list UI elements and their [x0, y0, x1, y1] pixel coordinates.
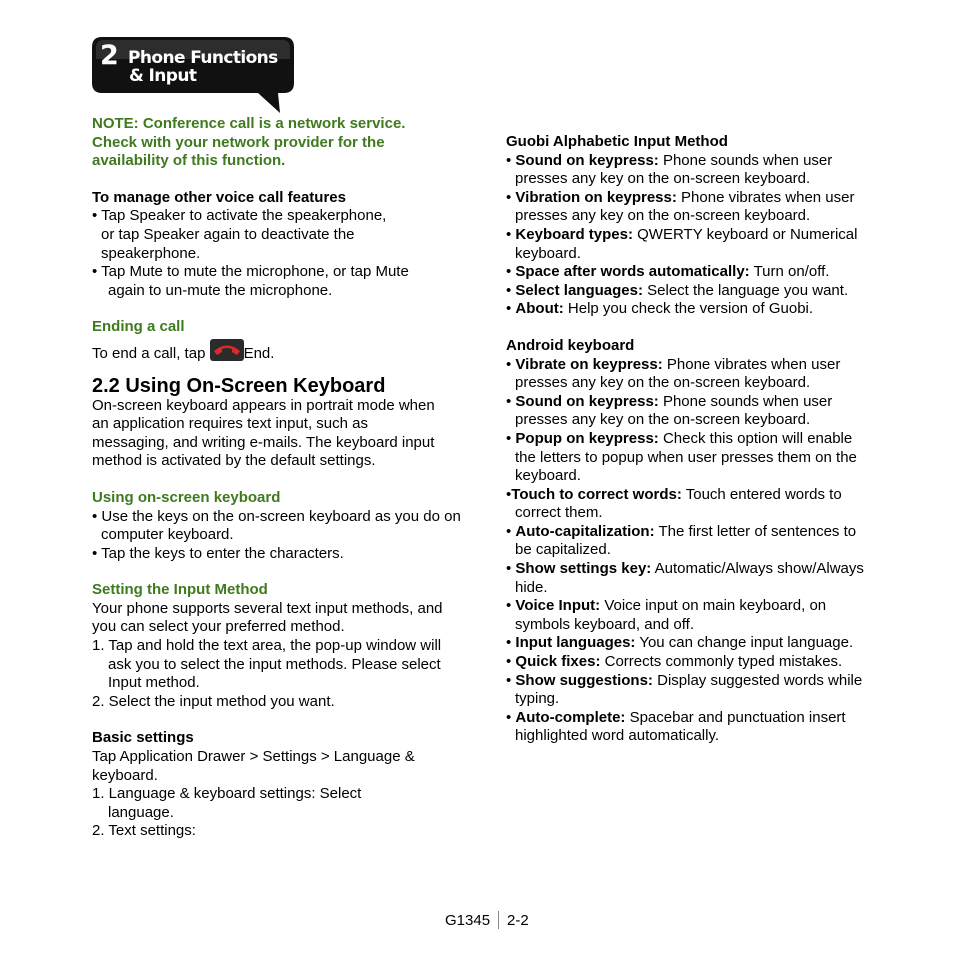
- bullet: •: [506, 597, 516, 615]
- list-item: [506, 430, 870, 486]
- item-label: Sound on keypress:: [515, 392, 659, 410]
- phone-hangup-icon: [210, 339, 244, 361]
- list-item: [506, 523, 870, 560]
- bullet: •: [506, 671, 516, 689]
- basic-settings-intro: Tap Application Drawer > Settings > Language & keyboard.: [92, 748, 415, 784]
- android-list: [506, 356, 866, 746]
- ending-call-title: Ending a call: [92, 318, 185, 336]
- list-item: [506, 226, 870, 263]
- list-item: [506, 282, 870, 301]
- bullet: •: [506, 708, 516, 726]
- bullet: •: [506, 225, 516, 243]
- bullet: •: [506, 263, 516, 281]
- list-item: [506, 393, 870, 430]
- bullet: •: [506, 355, 516, 373]
- bullet: •: [506, 522, 516, 540]
- item-label: Keyboard types:: [515, 225, 633, 243]
- list-item: 2. Select the input method you want.: [92, 692, 335, 710]
- item-text: Corrects commonly typed mistakes.: [600, 653, 843, 671]
- list-item: [506, 709, 870, 746]
- bullet: •: [506, 634, 516, 652]
- item-label: Show settings key:: [515, 560, 652, 578]
- list-item: [506, 300, 870, 319]
- model-number: G1345: [445, 912, 491, 929]
- item-text: Check this option will enable the letters to popup when user presses them on the keyboard.: [515, 429, 857, 485]
- guobi-list: [506, 152, 866, 319]
- section-title: 2.2 Using On-Screen Keyboard: [92, 374, 386, 397]
- list-item: • Tap Speaker to activate the speakerphone, or tap Speaker again to deactivate the speakerphone.: [92, 207, 387, 262]
- item-text: Touch entered words to correct them.: [515, 485, 842, 522]
- ending-text-after: End.: [243, 344, 275, 362]
- item-label: Voice Input:: [515, 597, 601, 615]
- list-item: 1. Language & keyboard settings: Select language.: [92, 785, 362, 821]
- item-text: Automatic/Always show/Always hide.: [515, 560, 864, 596]
- bullet: •: [506, 300, 516, 318]
- item-text: Phone sounds when user presses any key on the on-screen keyboard.: [515, 392, 833, 429]
- voice-features-title: To manage other voice call features: [92, 188, 346, 206]
- bullet: •: [506, 281, 516, 299]
- list-item: [506, 356, 870, 393]
- chapter-badge: [92, 37, 294, 113]
- chapter-title-line2: & Input: [129, 66, 197, 86]
- bullet: •: [506, 392, 516, 410]
- item-label: Vibration on keypress:: [515, 188, 677, 206]
- list-item: [506, 189, 870, 226]
- footer-divider: [498, 911, 499, 929]
- list-item: 2. Text settings:: [92, 822, 196, 840]
- item-label: Auto-complete:: [515, 708, 626, 726]
- item-label: Sound on keypress:: [515, 151, 659, 169]
- section-intro: On-screen keyboard appears in portrait mode when an application requires text input, such as messaging, and writing e-mails. The keyboard input method is activated by the default settings.: [92, 396, 435, 470]
- ending-text-before: To end a call, tap: [92, 344, 210, 362]
- bullet: •: [506, 560, 516, 578]
- item-label: Show suggestions:: [515, 671, 653, 689]
- left-column: [92, 115, 461, 841]
- item-label: Input languages:: [515, 634, 636, 652]
- item-label: Space after words automatically:: [515, 263, 750, 281]
- list-item: [506, 634, 870, 653]
- setting-input-intro: Your phone supports several text input methods, and you can select your preferred method.: [92, 599, 443, 636]
- guobi-title: Guobi Alphabetic Input Method: [506, 133, 728, 150]
- item-text: Turn on/off.: [749, 263, 830, 281]
- android-title: Android keyboard: [506, 336, 635, 354]
- bullet: •: [506, 485, 512, 503]
- bullet: •: [506, 151, 516, 169]
- list-item: [506, 263, 870, 282]
- list-item: [506, 653, 870, 672]
- item-text: Select the language you want.: [642, 281, 849, 299]
- bullet: •: [506, 653, 516, 671]
- ending-call-text: [92, 339, 452, 364]
- list-item: • Tap Mute to mute the microphone, or tap Mute again to un-mute the microphone.: [92, 263, 409, 299]
- list-item: [506, 486, 870, 523]
- network-note: NOTE: Conference call is a network service. Check with your network provider for the availability of this function.: [92, 115, 406, 170]
- page-number: 2-2: [507, 912, 529, 929]
- item-label: Touch to correct words:: [511, 485, 682, 503]
- using-keyboard-title: Using on-screen keyboard: [92, 488, 281, 506]
- item-text: Phone sounds when user presses any key on the on-screen keyboard.: [515, 151, 833, 188]
- right-column: [506, 133, 866, 746]
- item-label: Select languages:: [515, 281, 643, 299]
- item-label: Vibrate on keypress:: [515, 355, 663, 373]
- item-text: Display suggested words while typing.: [515, 671, 863, 708]
- list-item: • Use the keys on the on-screen keyboard as you do on computer keyboard.: [92, 507, 461, 544]
- bullet: •: [506, 429, 516, 447]
- basic-settings-title: Basic settings: [92, 729, 194, 747]
- bullet: •: [506, 188, 516, 206]
- item-text: Phone vibrates when user presses any key on the on-screen keyboard.: [515, 188, 855, 225]
- item-text: You can change input language.: [635, 634, 854, 652]
- item-label: Auto-capitalization:: [515, 522, 655, 540]
- item-text: Spacebar and punctuation insert highlighted word automatically.: [515, 708, 846, 745]
- chapter-number: 2: [100, 40, 119, 71]
- setting-input-title: Setting the Input Method: [92, 581, 268, 599]
- list-item: [506, 152, 870, 189]
- list-item: • Tap the keys to enter the characters.: [92, 544, 344, 562]
- item-text: Voice input on main keyboard, on symbols keyboard, and off.: [515, 597, 827, 633]
- item-text: Phone vibrates when user presses any key on the on-screen keyboard.: [515, 355, 841, 392]
- chapter-title-line1: Phone Functions: [128, 48, 278, 68]
- item-text: Help you check the version of Guobi.: [563, 300, 814, 318]
- list-item: [506, 560, 870, 597]
- list-item: [506, 672, 870, 709]
- item-label: Popup on keypress:: [515, 429, 659, 447]
- list-item: 1. Tap and hold the text area, the pop-up window will ask you to select the input methods. Please select Input method.: [92, 637, 442, 692]
- page-footer: [445, 911, 529, 929]
- list-item: [506, 597, 870, 634]
- item-text: The first letter of sentences to be capitalized.: [515, 522, 857, 559]
- item-label: Quick fixes:: [515, 653, 601, 671]
- item-label: About:: [515, 300, 564, 318]
- item-text: QWERTY keyboard or Numerical keyboard.: [515, 225, 858, 262]
